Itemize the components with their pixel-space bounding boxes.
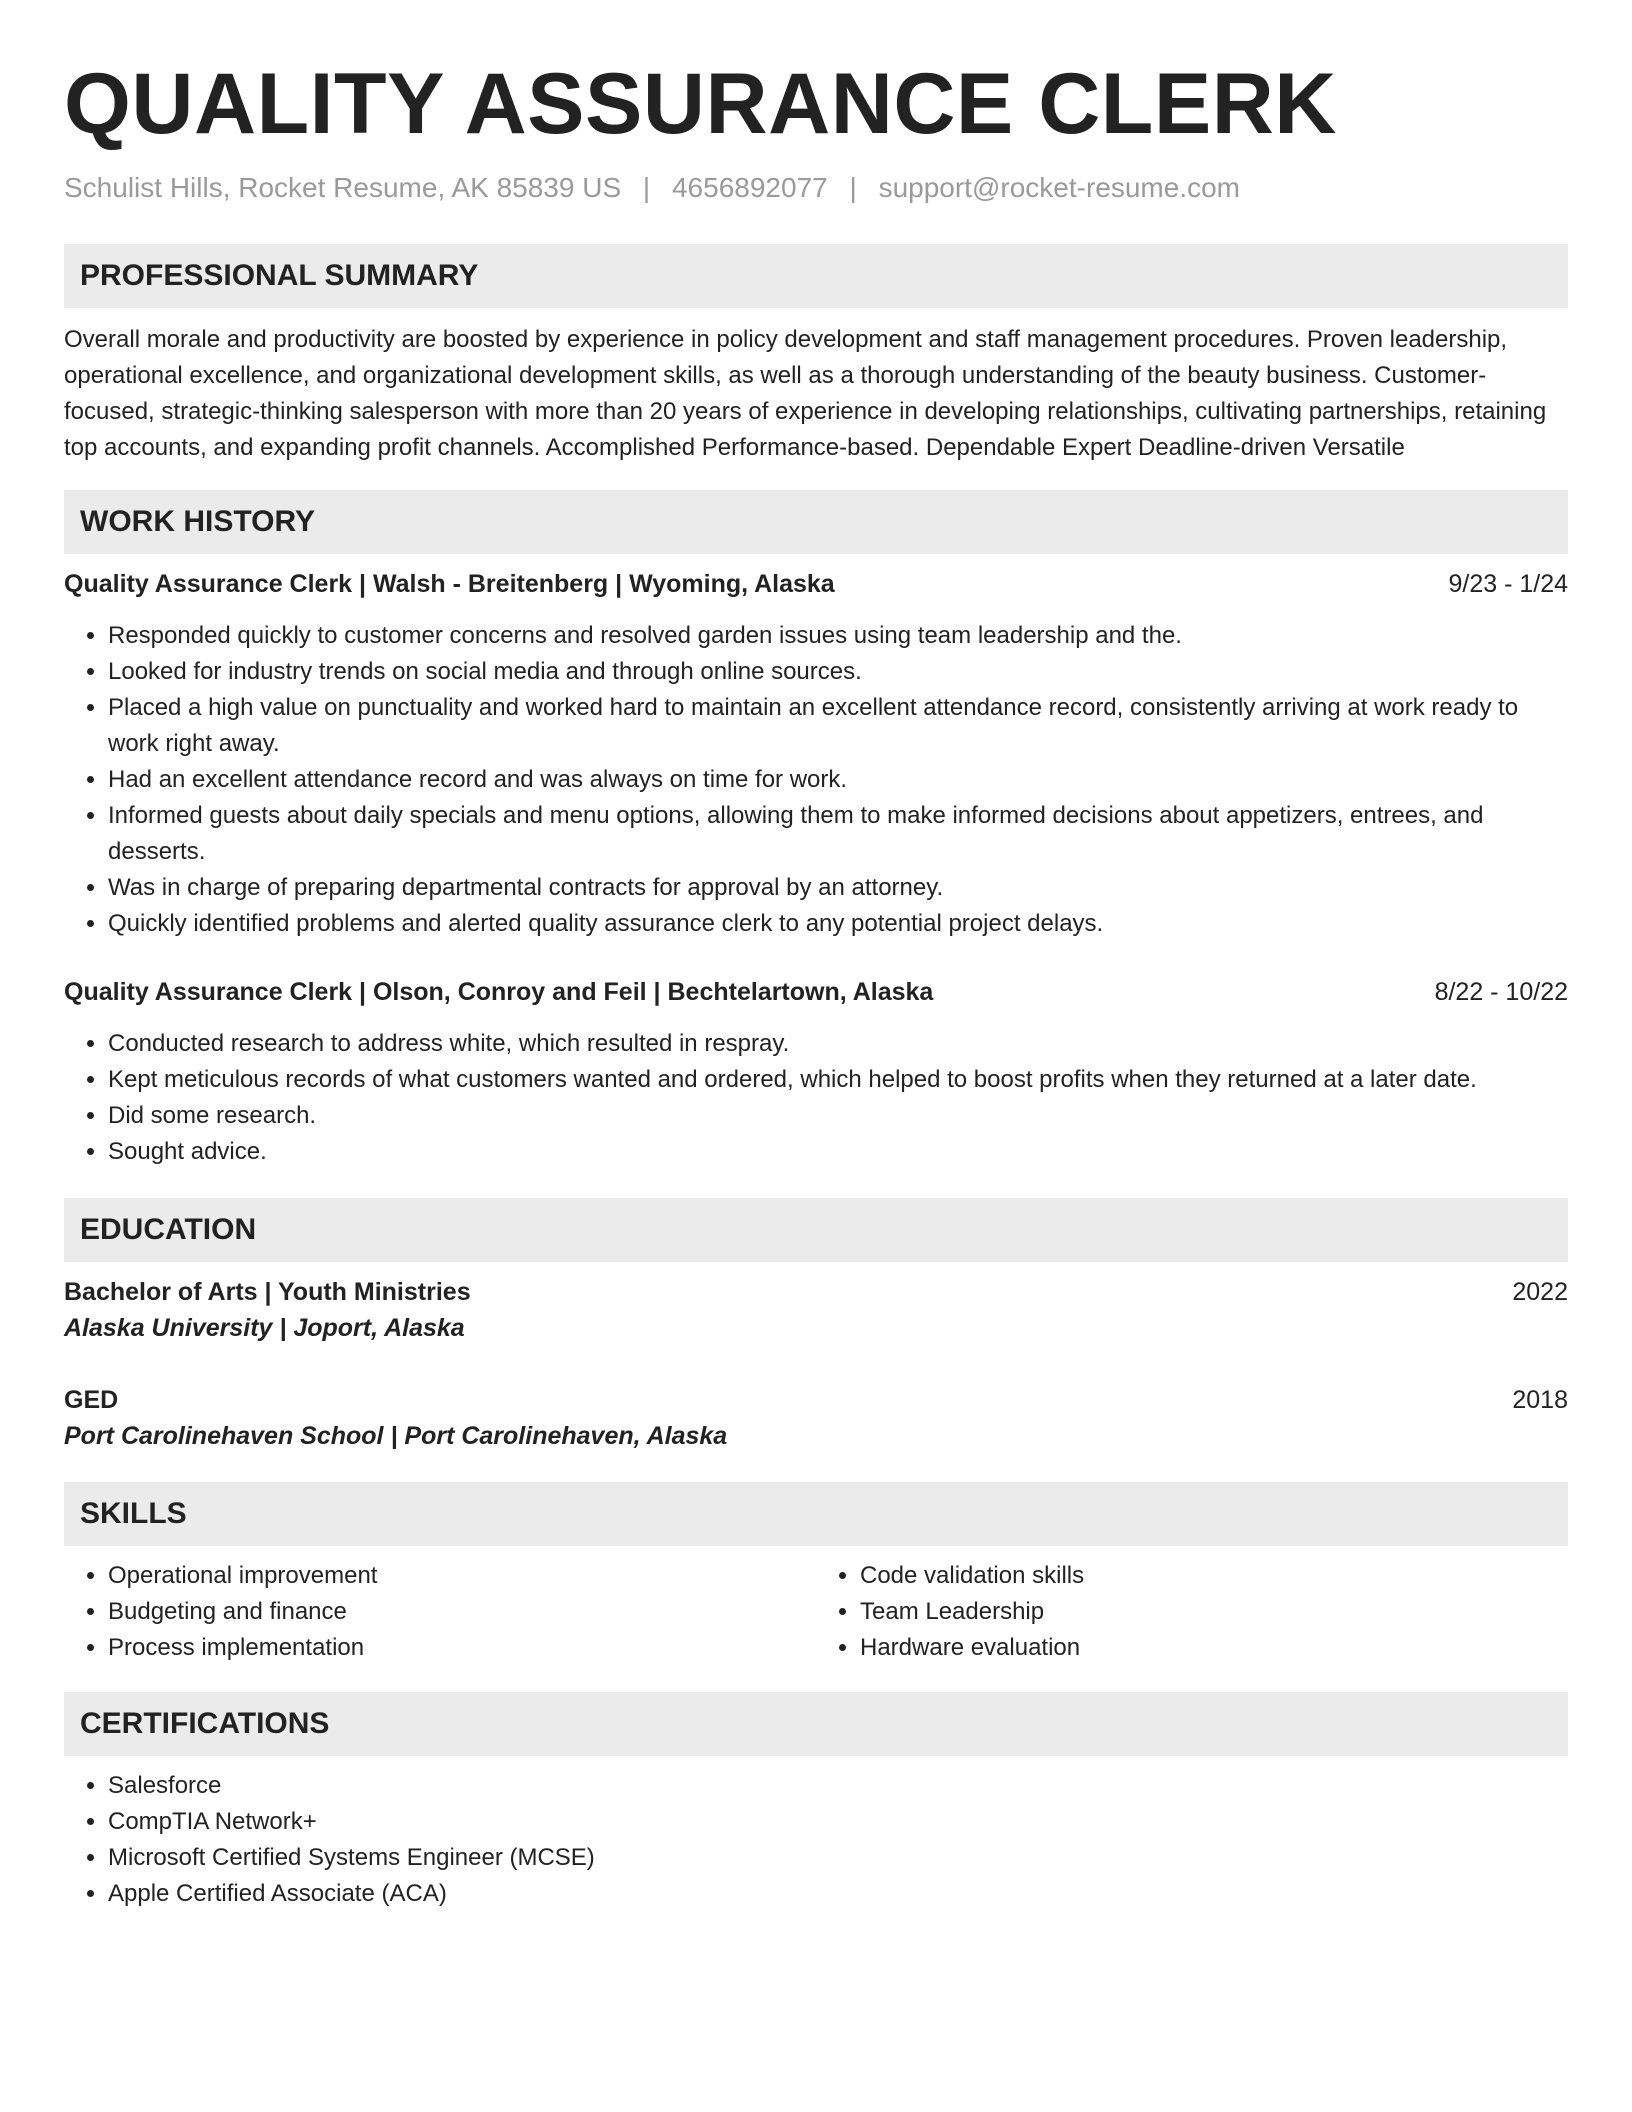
- certification-item: • Apple Certified Associate (ACA): [108, 1876, 1568, 1912]
- skill-item: • Budgeting and finance: [108, 1594, 816, 1630]
- contact-email: support@rocket-resume.com: [878, 172, 1240, 203]
- skill-item: • Operational improvement: [108, 1558, 816, 1594]
- job-dates: 8/22 - 10/22: [1434, 978, 1568, 1006]
- education-year: 2022: [1512, 1278, 1568, 1306]
- job-title: Quality Assurance Clerk | Olson, Conroy and Feil | Bechtelartown, Alaska: [64, 978, 934, 1006]
- certifications-heading: CERTIFICATIONS: [64, 1692, 1568, 1756]
- work-history-heading: WORK HISTORY: [64, 490, 1568, 554]
- education-degree: Bachelor of Arts | Youth Ministries: [64, 1278, 471, 1306]
- education-heading: EDUCATION: [64, 1198, 1568, 1262]
- education-entry: [64, 1274, 1568, 1346]
- job-bullet: • Sought advice.: [108, 1134, 1568, 1170]
- certification-item: • Microsoft Certified Systems Engineer (MCSE): [108, 1840, 1568, 1876]
- job-bullet: • Looked for industry trends on social media and through online sources.: [108, 654, 1568, 690]
- job-bullet: • Was in charge of preparing departmental contracts for approval by an attorney.: [108, 870, 1568, 906]
- job-dates: 9/23 - 1/24: [1448, 570, 1568, 598]
- skills-grid: [64, 1558, 1568, 1666]
- skills-heading: SKILLS: [64, 1482, 1568, 1546]
- skills-list-left: [64, 1558, 816, 1666]
- education-entry: [64, 1382, 1568, 1454]
- job-bullet: • Conducted research to address white, which resulted in respray.: [108, 1026, 1568, 1062]
- contact-separator: |: [642, 172, 651, 203]
- education-year: 2018: [1512, 1386, 1568, 1414]
- education-school: Alaska University | Joport, Alaska: [64, 1314, 465, 1342]
- summary-heading: PROFESSIONAL SUMMARY: [64, 244, 1568, 308]
- education-school: Port Carolinehaven School | Port Carolinehaven, Alaska: [64, 1422, 728, 1450]
- summary-text: Overall morale and productivity are boosted by experience in policy development and staff management procedures. Proven leadership, operational excellence, and organizational development skills, as well as a thorough understanding of the beauty business. Customer-focused, strategic-thinking salesperson with more than 20 years of experience in developing relationships, cultivating partnerships, retaining top accounts, and expanding profit channels. Accomplished Performance-based. Dependable Expert Deadline-driven Versatile: [64, 326, 1547, 461]
- job-header: [64, 974, 1568, 1010]
- skill-item: • Hardware evaluation: [860, 1630, 1568, 1666]
- job-bullets: [64, 618, 1568, 942]
- education-header: [64, 1382, 1568, 1418]
- certifications-list: [64, 1768, 1568, 1912]
- certification-item: • CompTIA Network+: [108, 1804, 1568, 1840]
- skill-item: • Team Leadership: [860, 1594, 1568, 1630]
- job-bullet: • Did some research.: [108, 1098, 1568, 1134]
- contact-phone: 4656892077: [671, 172, 828, 203]
- skills-list-right: [816, 1558, 1568, 1666]
- education-header: [64, 1274, 1568, 1310]
- job-bullet: • Placed a high value on punctuality and worked hard to maintain an excellent attendance record, consistently arriving at work ready to work right away.: [108, 690, 1568, 762]
- job-entry: [64, 566, 1568, 942]
- job-title: Quality Assurance Clerk | Walsh - Breitenberg | Wyoming, Alaska: [64, 570, 835, 598]
- job-bullet: • Quickly identified problems and alerted quality assurance clerk to any potential project delays.: [108, 906, 1568, 942]
- resume-name: QUALITY ASSURANCE CLERK: [64, 56, 1337, 152]
- job-entry: [64, 974, 1568, 1170]
- job-bullet: • Had an excellent attendance record and was always on time for work.: [108, 762, 1568, 798]
- job-bullet: • Kept meticulous records of what customers wanted and ordered, which helped to boost profits when they returned at a later date.: [108, 1062, 1568, 1098]
- skill-item: • Process implementation: [108, 1630, 816, 1666]
- job-bullet: • Responded quickly to customer concerns and resolved garden issues using team leadership and the.: [108, 618, 1568, 654]
- contact-separator: |: [849, 172, 857, 203]
- job-bullet: • Informed guests about daily specials and menu options, allowing them to make informed decisions about appetizers, entrees, and desserts.: [108, 798, 1568, 870]
- contact-address: Schulist Hills, Rocket Resume, AK 85839 US: [64, 172, 622, 203]
- contact-line: [64, 170, 1568, 206]
- job-bullets: [64, 1026, 1568, 1170]
- skill-item: • Code validation skills: [860, 1558, 1568, 1594]
- job-header: [64, 566, 1568, 602]
- certification-item: • Salesforce: [108, 1768, 1568, 1804]
- education-degree: GED: [64, 1386, 119, 1414]
